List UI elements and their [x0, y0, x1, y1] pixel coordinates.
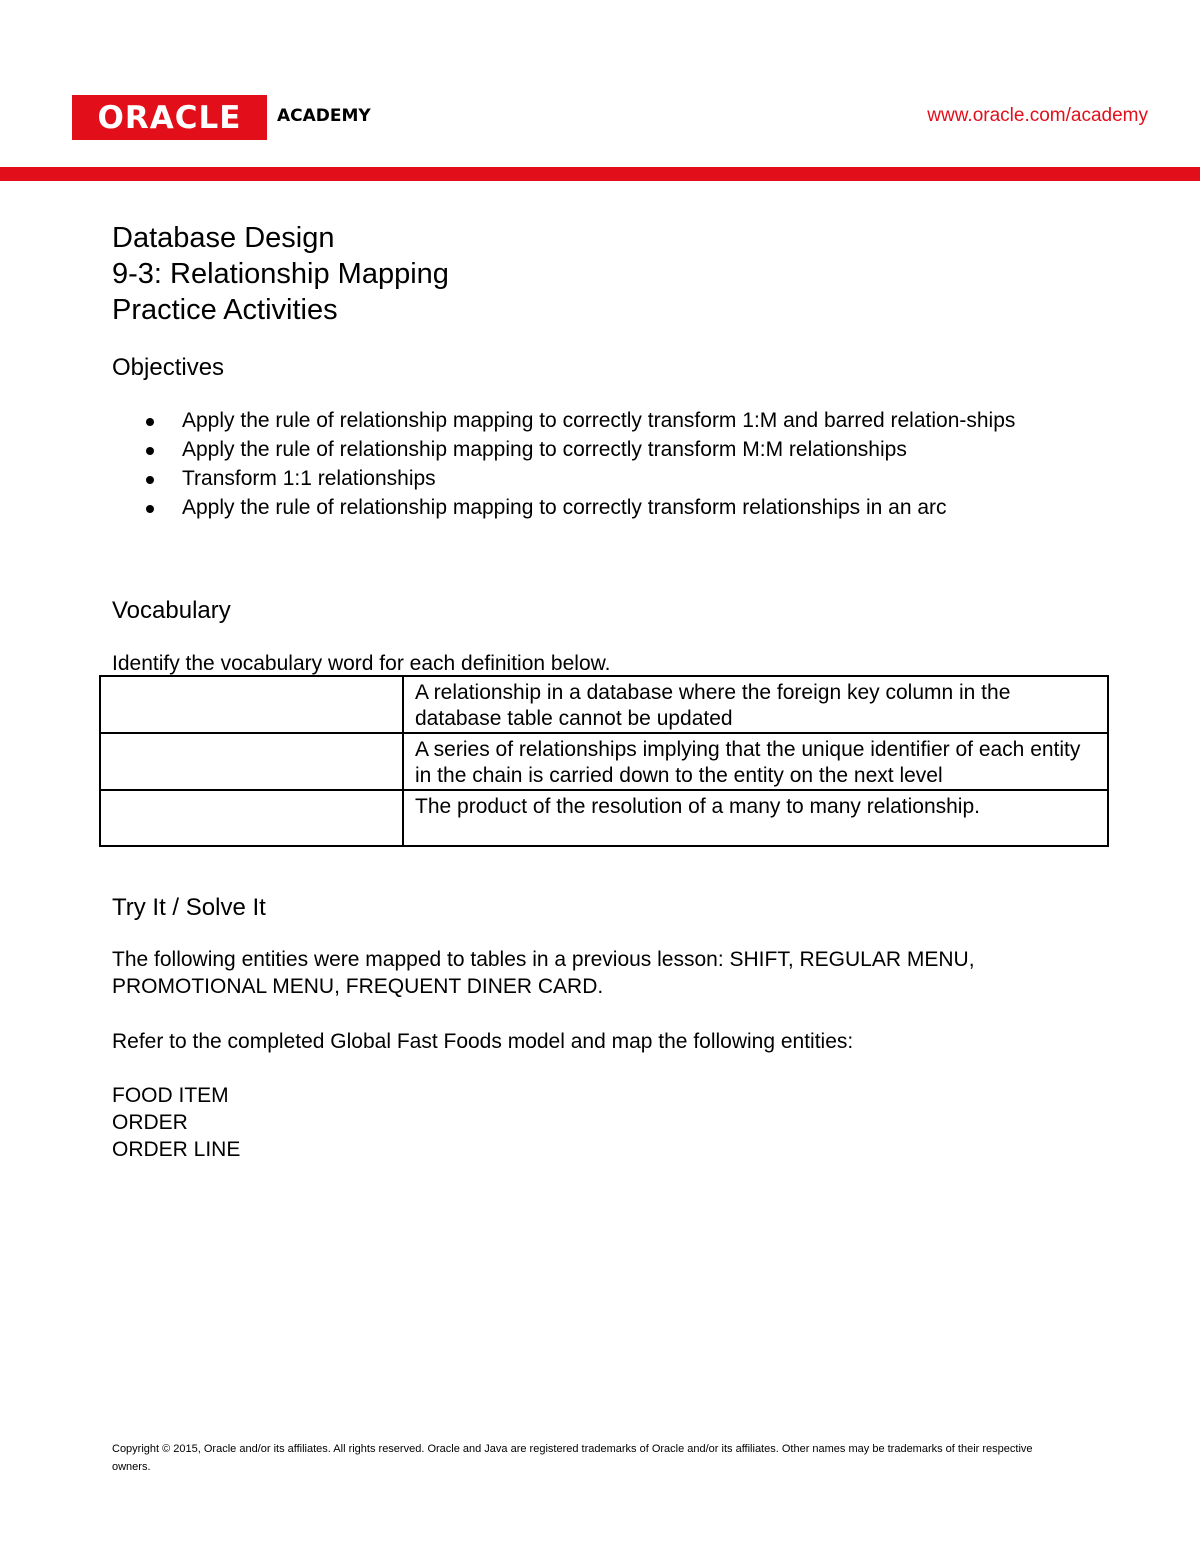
- objectives-list: [112, 408, 1072, 524]
- table-row: [100, 790, 1108, 846]
- vocab-term-cell[interactable]: [100, 733, 403, 790]
- list-item: Apply the rule of relationship mapping to correctly transform relationships in an arc: [112, 495, 1072, 521]
- title-block: [112, 220, 449, 328]
- page-subtitle: Practice Activities: [112, 294, 338, 326]
- lesson-title: 9-3: Relationship Mapping: [112, 258, 449, 290]
- vocabulary-heading: Vocabulary: [112, 597, 231, 624]
- vocabulary-intro: Identify the vocabulary word for each definition below.: [112, 652, 611, 675]
- list-item: Apply the rule of relationship mapping to correctly transform M:M relationships: [112, 437, 1072, 463]
- objectives-heading: Objectives: [112, 354, 225, 381]
- list-item: Transform 1:1 relationships: [112, 466, 1072, 492]
- oracle-logo: [72, 95, 267, 140]
- vocab-term-cell[interactable]: [100, 790, 403, 846]
- try-it-paragraph-1: The following entities were mapped to tables in a previous lesson: SHIFT, REGULAR MENU, PROMOTIONAL MENU, FREQUENT DINER CARD.: [112, 948, 975, 998]
- logo-text: ORACLE: [97, 99, 242, 136]
- vocab-definition-cell: The product of the resolution of a many to many relationship.: [403, 790, 1108, 846]
- logo-academy-label: ACADEMY: [277, 106, 371, 126]
- course-title: Database Design: [112, 222, 335, 254]
- list-item: ORDER LINE: [112, 1138, 241, 1161]
- list-item: ORDER: [112, 1111, 188, 1134]
- vocab-term-cell[interactable]: [100, 676, 403, 733]
- copyright-notice: Copyright © 2015, Oracle and/or its affiliates. All rights reserved. Oracle and Java are registered trademarks of Oracle and/or its affiliates. Other names may be trademarks of their respective owners.: [112, 1443, 1033, 1473]
- try-it-paragraph-2: Refer to the completed Global Fast Foods model and map the following entities:: [112, 1030, 854, 1053]
- site-url-link[interactable]: www.oracle.com/academy: [927, 105, 1148, 126]
- table-row: [100, 676, 1108, 733]
- bullet-icon: [146, 476, 154, 484]
- table-row: [100, 733, 1108, 790]
- vocabulary-table: [99, 675, 1109, 847]
- vocab-definition-cell: A series of relationships implying that the unique identifier of each entity in the chain is carried down to the entity on the next level: [403, 733, 1108, 790]
- list-item: Apply the rule of relationship mapping to correctly transform 1:M and barred relation-ships: [112, 408, 1072, 434]
- header-divider: [0, 167, 1200, 181]
- bullet-icon: [146, 447, 154, 455]
- entity-list: [112, 1082, 240, 1163]
- list-item: FOOD ITEM: [112, 1084, 229, 1107]
- bullet-icon: [146, 418, 154, 426]
- try-it-heading: Try It / Solve It: [112, 894, 266, 921]
- vocab-definition-cell: A relationship in a database where the foreign key column in the database table cannot be updated: [403, 676, 1108, 733]
- bullet-icon: [146, 505, 154, 513]
